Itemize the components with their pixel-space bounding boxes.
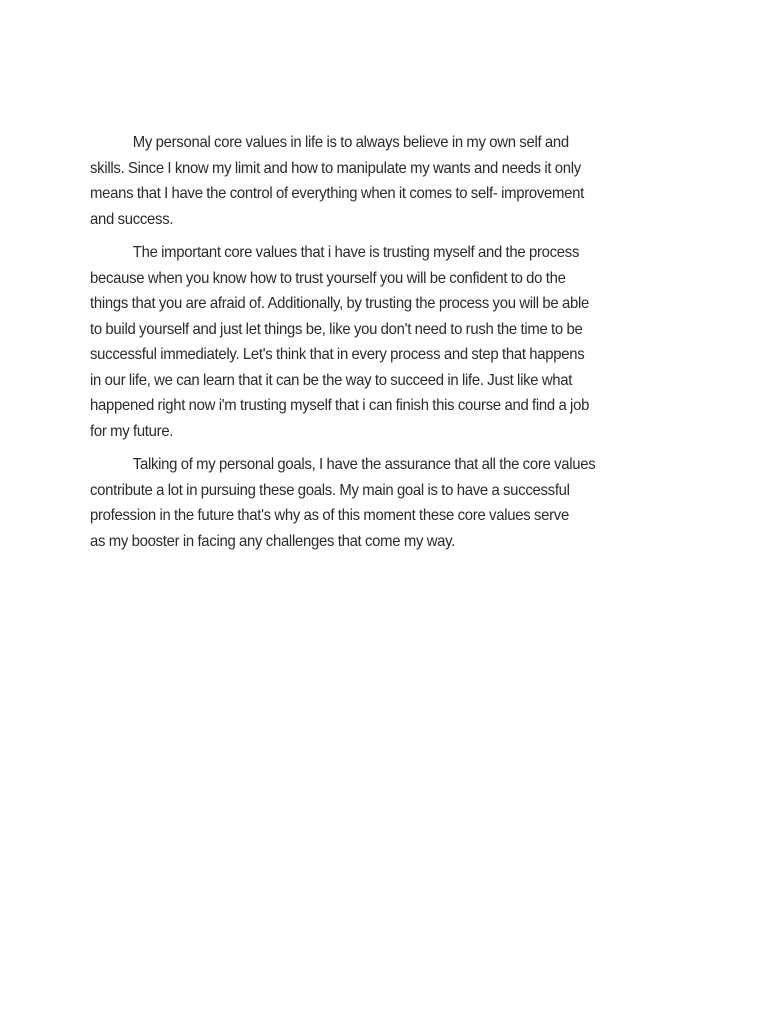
paragraph-line: Talking of my personal goals, I have the assurance that all the core values xyxy=(132,456,596,473)
paragraph-trusting-process xyxy=(90,240,690,444)
paragraph-line: and success. xyxy=(90,210,174,228)
paragraph-line: contribute a lot in pursuing these goals. My main goal is to have a successful xyxy=(90,481,570,499)
paragraph-line: successful immediately. Let's think that in every process and step that happens xyxy=(90,346,585,363)
paragraph-line: to build yourself and just let things be, like you don't need to rush the time to be xyxy=(90,320,583,338)
paragraph-line: happened right now i'm trusting myself that i can finish this course and find a job xyxy=(90,397,590,414)
document-body xyxy=(90,130,690,562)
paragraph-line: in our life, we can learn that it can be the way to succeed in life. Just like what xyxy=(90,371,573,389)
paragraph-line: things that you are afraid of. Additionally, by trusting the process you will be able xyxy=(90,295,590,312)
paragraph-line: for my future. xyxy=(90,422,174,440)
paragraph-line: means that I have the control of everything when it comes to self- improvement xyxy=(90,185,585,202)
paragraph-line: as my booster in facing any challenges that come my way. xyxy=(90,532,456,550)
paragraph-line: because when you know how to trust yourself you will be confident to do the xyxy=(90,269,566,287)
paragraph-personal-goals xyxy=(90,452,690,554)
paragraph-line: skills. Since I know my limit and how to manipulate my wants and needs it only xyxy=(90,159,581,177)
paragraph-line: The important core values that i have is trusting myself and the process xyxy=(132,244,580,261)
paragraph-core-values xyxy=(90,130,690,232)
paragraph-line: profession in the future that's why as of this moment these core values serve xyxy=(90,507,569,524)
paragraph-line: My personal core values in life is to always believe in my own self and xyxy=(132,134,569,151)
